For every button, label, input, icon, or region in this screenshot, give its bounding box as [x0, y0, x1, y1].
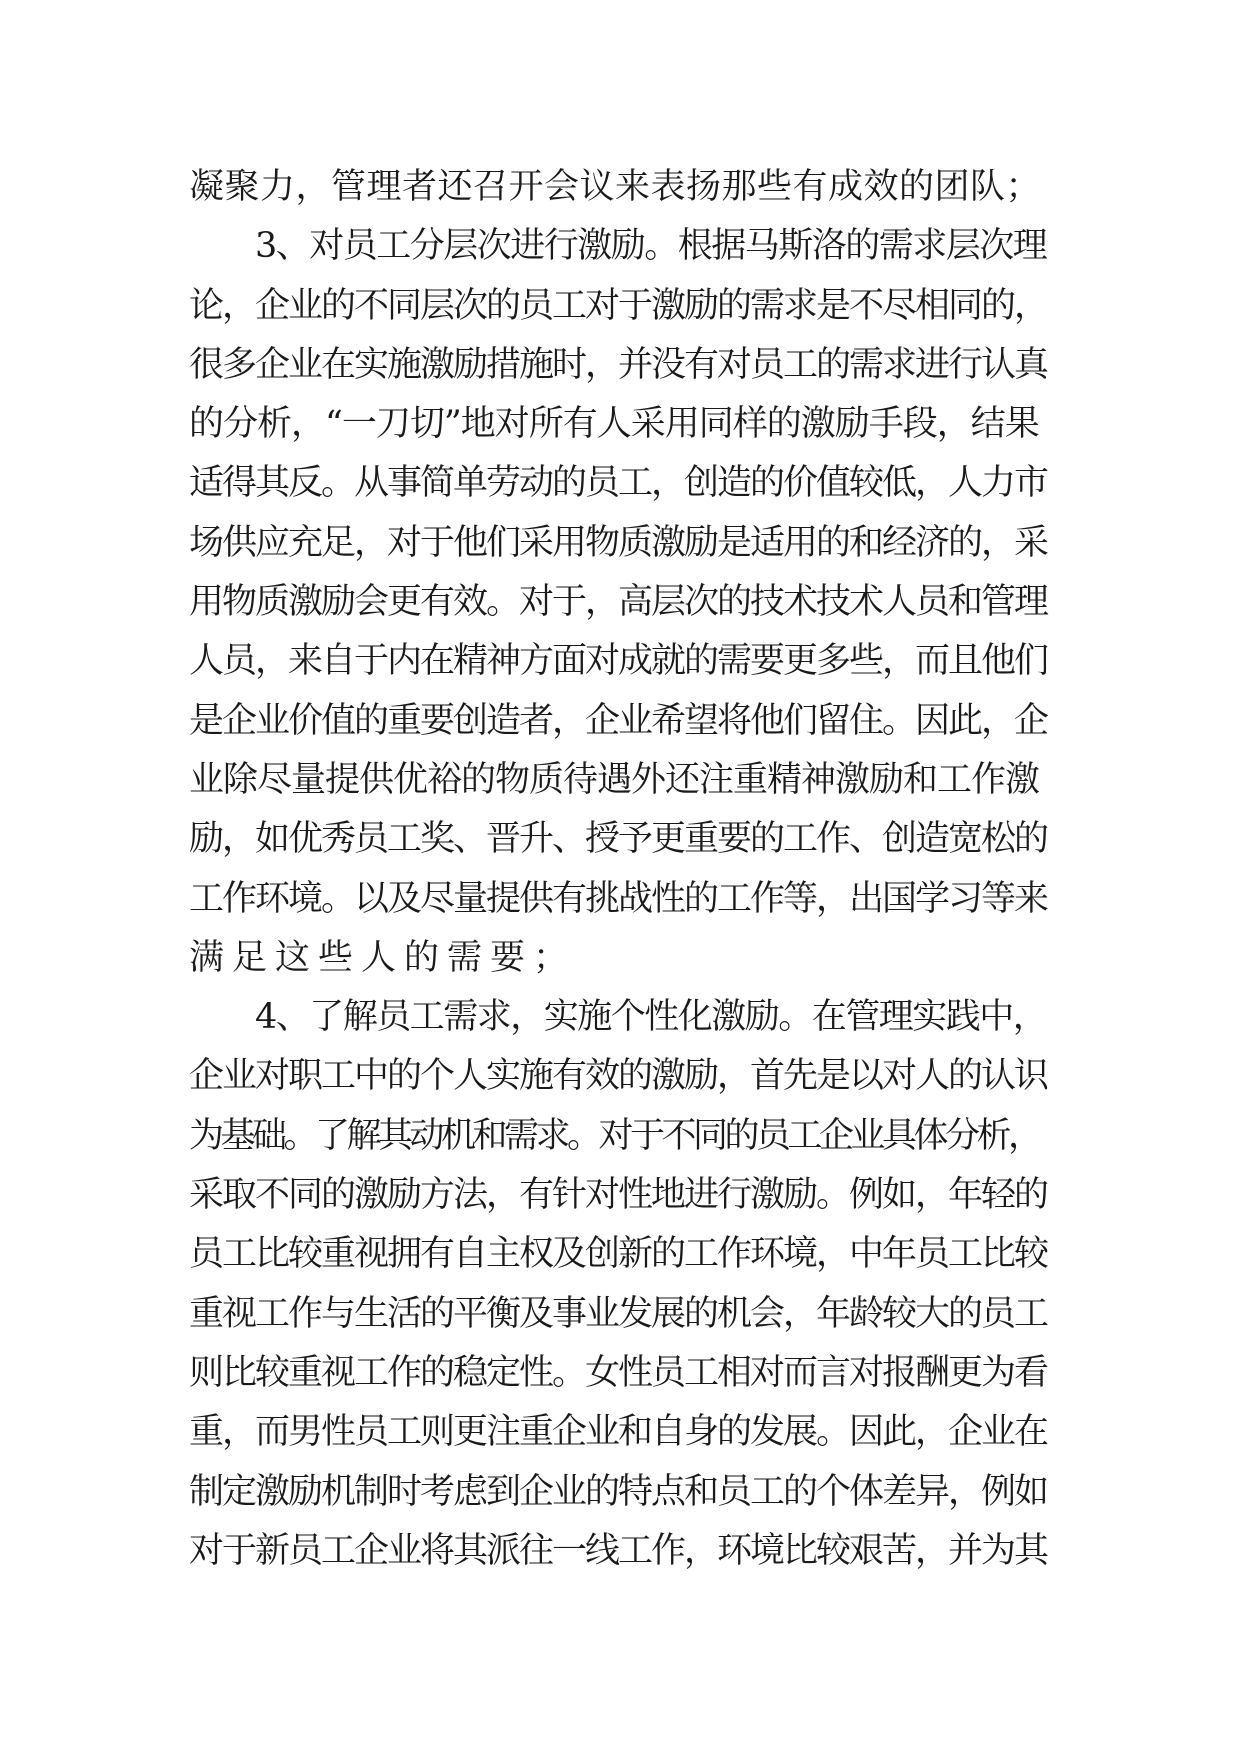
- text-line: 为基础。了解其动机和需求。对于不同的员工企业具体分析，: [189, 1115, 1040, 1156]
- text-line: 满足这些人的需要；: [189, 937, 577, 978]
- text-line: 用物质激励会更有效。对于，高层次的技术技术人员和管理: [189, 582, 1048, 623]
- text-line: 重视工作与生活的平衡及事业发展的机会，年龄较大的员工: [189, 1293, 1048, 1334]
- text-line: 励，如优秀员工奖、晋升、授予更重要的工作、创造宽松的: [189, 819, 1048, 860]
- text-line: 采取不同的激励方法，有针对性地进行激励。例如，年轻的: [189, 1175, 1048, 1216]
- text-line: 的分析，“一刀切”地对所有人采用同样的激励手段，结果: [189, 404, 1039, 445]
- text-line: 4、了解员工需求，实施个性化激励。在管理实践中，: [255, 997, 1047, 1038]
- text-line: 员工比较重视拥有自主权及创新的工作环境，中年员工比较: [189, 1234, 1048, 1275]
- body-text: [189, 158, 1049, 1581]
- text-line: 制定激励机制时考虑到企业的特点和员工的个体差异，例如: [189, 1471, 1048, 1512]
- text-line: 场供应充足，对于他们采用物质激励是适用的和经济的，采: [189, 522, 1048, 563]
- text-line: 论，企业的不同层次的员工对于激励的需求是不尽相同的，: [189, 285, 1048, 326]
- text-line: 对于新员工企业将其派往一线工作，环境比较艰苦，并为其: [189, 1530, 1048, 1571]
- text-line: 企业对职工中的个人实施有效的激励，首先是以对人的认识: [189, 1056, 1048, 1097]
- text-line: 工作环境。以及尽量提供有挑战性的工作等，出国学习等来: [189, 878, 1048, 919]
- text-line: 凝聚力，管理者还召开会议来表扬那些有成效的团队；: [189, 167, 1042, 207]
- text-line: 很多企业在实施激励措施时，并没有对员工的需求进行认真: [189, 344, 1048, 385]
- text-line: 人员，来自于内在精神方面对成就的需要更多些，而且他们: [189, 641, 1048, 682]
- text-line: 重，而男性员工则更注重企业和自身的发展。因此，企业在: [189, 1412, 1048, 1453]
- text-line: 是企业价值的重要创造者，企业希望将他们留住。因此，企: [189, 700, 1048, 741]
- text-line: 3、对员工分层次进行激励。根据马斯洛的需求层次理: [255, 226, 1047, 267]
- text-line: 业除尽量提供优裕的物质待遇外还注重精神激励和工作激: [189, 759, 1040, 800]
- text-line: 则比较重视工作的稳定性。女性员工相对而言对报酬更为看: [189, 1352, 1048, 1393]
- text-line: 适得其反。从事简单劳动的员工，创造的价值较低，人力市: [189, 463, 1048, 504]
